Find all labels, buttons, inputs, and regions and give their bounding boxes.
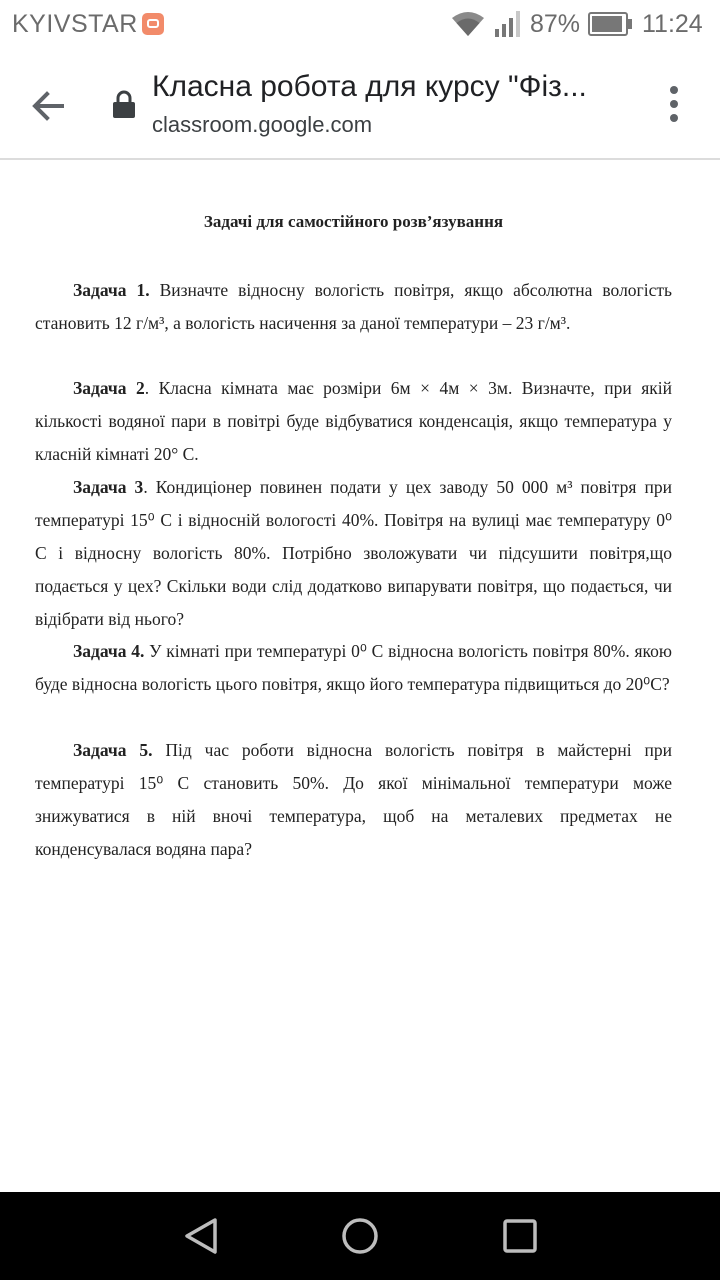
page-title: Класна робота для курсу "Фіз... bbox=[152, 70, 587, 103]
browser-app-bar bbox=[0, 50, 720, 160]
nav-recents-icon[interactable] bbox=[502, 1216, 538, 1256]
task-label: Задача 4. bbox=[73, 641, 145, 661]
task-3 bbox=[35, 471, 672, 636]
document-heading: Задачі для самостійного розв’язування bbox=[203, 212, 504, 231]
system-nav-bar bbox=[0, 1192, 720, 1280]
task-4 bbox=[35, 635, 672, 701]
task-label: Задача 2 bbox=[73, 378, 145, 398]
task-text: . Класна кімната має розміри 6м × 4м × 3м. Визначте, при якій кількості водяної пари в повітрі буде відбуватися конденсація, якщо температура у класній кімнаті 20° С. bbox=[35, 378, 672, 464]
battery-icon bbox=[588, 12, 634, 36]
task-text: Визначте відносну вологість повітря, якщо абсолютна вологість становить 12 г/м³, а вологість насичення за даної температури – 23 г/м³. bbox=[35, 280, 672, 333]
nav-home-icon[interactable] bbox=[340, 1216, 380, 1256]
task-text: Під час роботи відносна вологість повітря в майстерні при температурі 15⁰ С становить 50%. До якої мінімальної температури може знижуватися в ній вночі температура, щоб на металевих предметах не конденсувалася водяна пара? bbox=[35, 740, 672, 859]
task-5 bbox=[35, 734, 672, 866]
task-label: Задача 3 bbox=[73, 477, 144, 497]
notification-icon bbox=[142, 13, 164, 35]
page-url[interactable]: classroom.google.com bbox=[152, 112, 373, 137]
battery-percent: 87% bbox=[530, 10, 581, 38]
back-arrow-icon[interactable] bbox=[28, 86, 68, 126]
lock-icon bbox=[112, 90, 136, 120]
task-2 bbox=[35, 372, 672, 471]
task-text: . Кондиціонер повинен подати у цех заводу 50 000 м³ повітря при температурі 15⁰ С і відносній вологості 40%. Повітря на вулиці має температуру 0⁰ С і відносну вологість 80%. Потрібно зволожувати чи підсушити повітря,що подається у цех? Скільки води слід додатково випарувати повітря, що подається, чи відібрати від нього? bbox=[35, 477, 672, 629]
wifi-icon bbox=[450, 10, 486, 38]
clock: 11:24 bbox=[642, 10, 703, 38]
task-1 bbox=[35, 274, 672, 340]
task-label: Задача 1. bbox=[73, 280, 150, 300]
task-text: У кімнаті при температурі 0⁰ С відносна вологість повітря 80%. якою буде відносна вологість цього повітря, якщо його температура підвищиться до 20⁰С? bbox=[35, 641, 672, 694]
carrier-name: KYIVSTAR bbox=[12, 10, 138, 38]
signal-icon bbox=[495, 11, 523, 37]
more-vert-icon[interactable] bbox=[662, 84, 686, 124]
task-label: Задача 5. bbox=[73, 740, 153, 760]
nav-back-icon[interactable] bbox=[182, 1216, 222, 1256]
status-bar bbox=[0, 0, 720, 50]
